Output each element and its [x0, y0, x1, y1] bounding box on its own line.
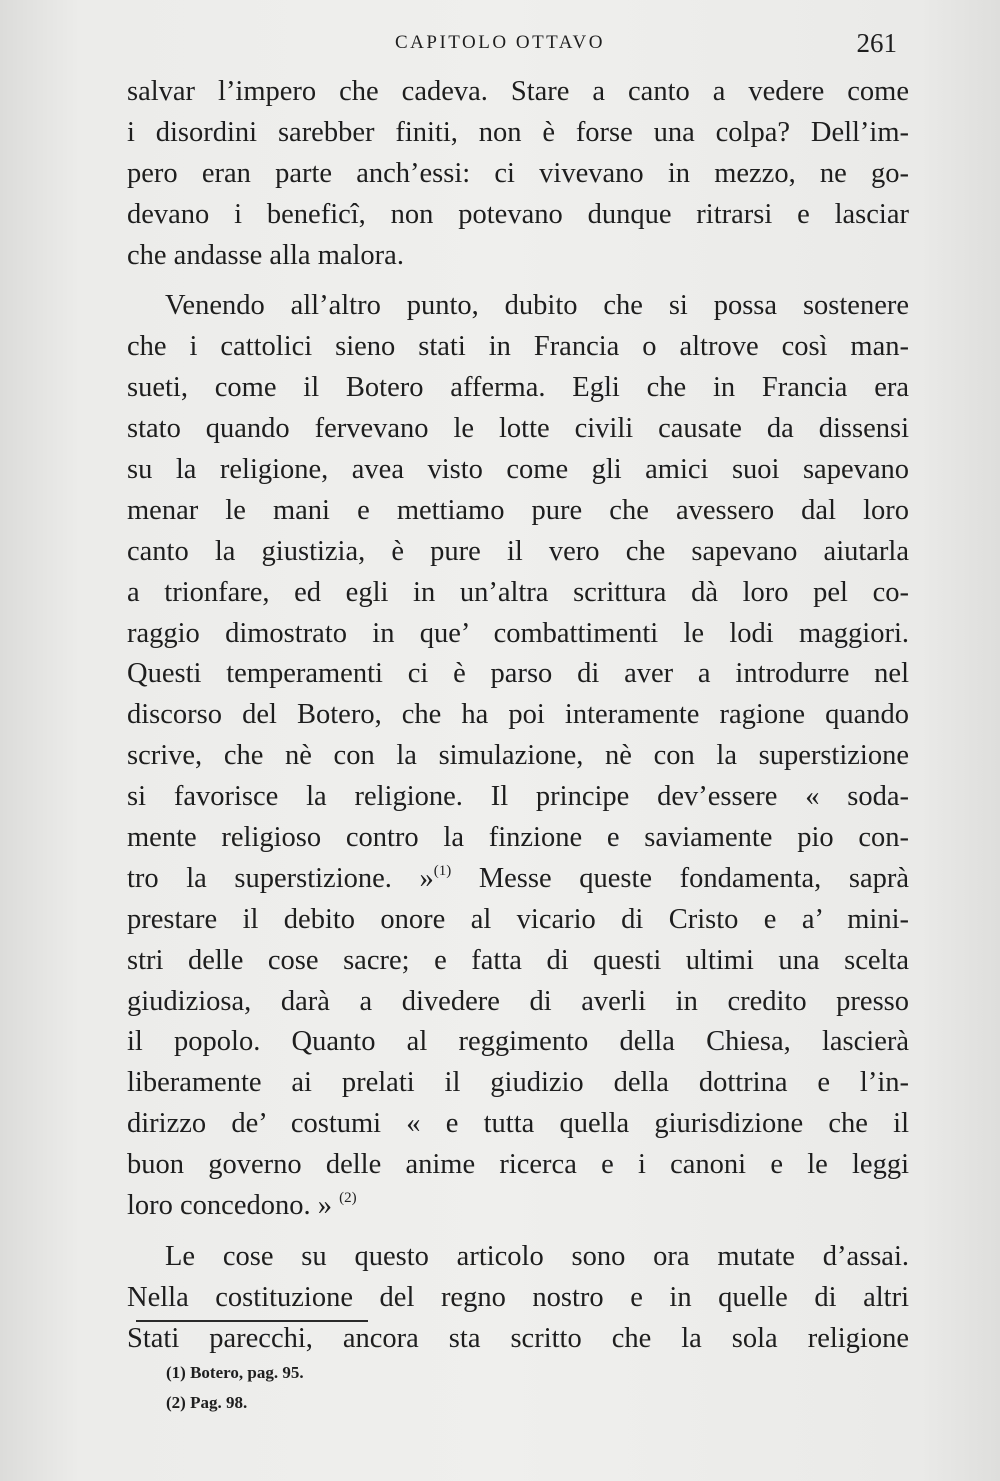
footnote-2	[166, 1388, 304, 1418]
text-line: Nella costituzione del regno nostro e in quelle di altri	[127, 1281, 909, 1313]
text-line: su la religione, avea visto come gli amici suoi sapevano	[127, 454, 909, 486]
footnote-ref-1: (1)	[433, 862, 452, 879]
text-line: discorso del Botero, che ha poi interamente ragione quando	[127, 699, 909, 731]
footnote-text: Botero, pag. 95.	[190, 1363, 304, 1382]
footnote-1	[166, 1358, 304, 1388]
text-line: mente religioso contro la finzione e saviamente pio con-	[127, 822, 909, 854]
text-fragment: tro la superstizione. »	[127, 862, 434, 894]
text-line: il popolo. Quanto al reggimento della Chiesa, lascierà	[127, 1026, 909, 1058]
text-fragment: loro concedono. »	[127, 1190, 332, 1222]
text-line: scrive, che nè con la simulazione, nè con la superstizione	[127, 740, 909, 772]
footnote-marker: (2)	[166, 1393, 186, 1412]
text-line: Venendo all’altro punto, dubito che si possa sostenere	[165, 290, 909, 322]
chapter-title: CAPITOLO OTTAVO	[395, 32, 605, 53]
text-line: menar le mani e mettiamo pure che avessero dal loro	[127, 494, 909, 526]
text-line: buon governo delle anime ricerca e i canoni e le leggi	[127, 1149, 909, 1181]
text-line	[127, 859, 909, 900]
text-line: che i cattolici sieno stati in Francia o altrove così man-	[127, 331, 909, 363]
text-line: si favorisce la religione. Il principe dev’essere « soda-	[127, 781, 909, 813]
footnote-divider	[136, 1320, 368, 1322]
text-line: sueti, come il Botero afferma. Egli che in Francia era	[127, 372, 909, 404]
text-fragment: Messe queste fondamenta, saprà	[451, 862, 909, 894]
text-line: pero eran parte anch’essi: ci vivevano in mezzo, ne go-	[127, 157, 909, 189]
main-text	[127, 72, 909, 1360]
footnote-text: Pag. 98.	[190, 1393, 248, 1412]
text-line: Questi temperamenti ci è parso di aver a introdurre nel	[127, 658, 909, 690]
text-line: i disordini sarebber finiti, non è forse una colpa? Dell’im-	[127, 116, 909, 148]
text-line: a trionfare, ed egli in un’altra scrittura dà loro pel co-	[127, 576, 909, 608]
footnote-ref-2: (2)	[339, 1190, 357, 1207]
text-line: raggio dimostrato in que’ combattimenti le lodi maggiori.	[127, 617, 909, 649]
text-line: dirizzo de’ costumi « e tutta quella giurisdizione che il	[127, 1108, 909, 1140]
text-line: salvar l’impero che cadeva. Stare a canto a vedere come	[127, 76, 909, 107]
footnotes	[166, 1358, 304, 1418]
page-number: 261	[856, 28, 897, 58]
text-line: che andasse alla malora.	[127, 239, 404, 271]
text-line: devano i beneficî, non potevano dunque ritrarsi e lasciar	[127, 198, 909, 230]
footnote-marker: (1)	[166, 1363, 186, 1382]
text-line: giudiziosa, darà a divedere di averli in credito presso	[127, 985, 909, 1017]
text-line: prestare il debito onore al vicario di Cristo e a’ mini-	[127, 903, 909, 935]
text-line: liberamente ai prelati il giudizio della dottrina e l’in-	[127, 1067, 909, 1099]
text-line: stato quando fervevano le lotte civili causate da dissensi	[127, 413, 909, 445]
text-line: Le cose su questo articolo sono ora mutate d’assai.	[165, 1240, 909, 1272]
text-line: canto la giustizia, è pure il vero che sapevano aiutarla	[127, 535, 909, 567]
text-line: Stati parecchi, ancora sta scritto che la sola religione	[127, 1322, 909, 1354]
text-line: stri delle cose sacre; e fatta di questi ultimi una scelta	[127, 944, 909, 976]
running-header	[125, 28, 905, 68]
text-line	[127, 1186, 909, 1227]
